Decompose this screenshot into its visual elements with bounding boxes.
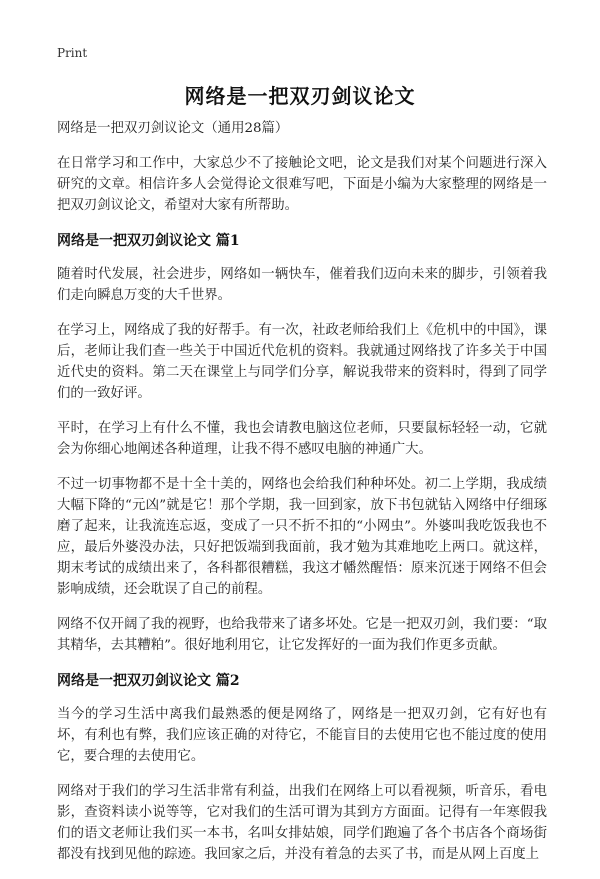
section-heading: 网络是一把双刃剑议论文 篇1	[57, 233, 240, 249]
paragraph: 不过一切事物都不是十全十美的，网络也会给我们种种坏处。初二上学期，我成绩大幅下降的“元凶”就是它！那个学期，我一回到家，放下书包就钻入网络中仔细琢磨了起来，让我流连忘返，变成了一只不折不扣的“小网虫”。外婆叫我吃饭我也不应，最后外婆没办法，只好把饭端到我面前，我才勉为其难地吃上两口。就这样，期末考试的成绩出来了，各科都很糟糕，我这才幡然醒悟：原来沉迷于网络不但会影响成绩，还会耽误了自己的前程。	[57, 477, 547, 597]
document-subtitle: 网络是一把双刃剑议论文（通用28篇）	[57, 121, 289, 136]
paragraph: 网络对于我们的学习生活非常有利益，出我们在网络上可以看视频，听音乐，看电影，查资料读小说等等，它对我们的生活可谓为其到方方面面。记得有一年寒假我们的语文老师让我们买一本书，名叫女排姑娘，同学们跑遍了各个书店各个商场街都没有找到见他的踪迹。我回家之后，并没有着急的去买了书，而是从网上百度上	[57, 784, 547, 862]
paragraph: 网络不仅开阔了我的视野，也给我带来了诸多坏处。它是一把双刃剑，我们要：“取其精华，去其糟粕”。很好地利用它，让它发挥好的一面为我们作更多贡献。	[57, 617, 547, 653]
intro-paragraph: 在日常学习和工作中，大家总少不了接触论文吧，论文是我们对某个问题进行深入研究的文章。相信许多人会觉得论文很难写吧，下面是小编为大家整理的网络是一把双刃剑议论文，希望对大家有所帮助。	[57, 156, 547, 213]
paragraph: 在学习上，网络成了我的好帮手。有一次，社政老师给我们上《危机中的中国》，课后，老师让我们查一些关于中国近代危机的资料。我就通过网络找了许多关于中国近代史的资料。第二天在课堂上与同学们分享，解说我带来的资料时，得到了同学们的一致好评。	[57, 323, 547, 401]
section-heading: 网络是一把双刃剑议论文 篇2	[57, 673, 240, 689]
document-title: 网络是一把双刃剑议论文	[184, 84, 416, 108]
paragraph: 平时，在学习上有什么不懂，我也会请教电脑这位老师，只要鼠标轻轻一动，它就会为你细心地阐述各种道理，让我不得不感叹电脑的神通广大。	[57, 421, 547, 457]
document-body	[57, 118, 547, 879]
print-link[interactable]: Print	[57, 46, 88, 60]
paragraph: 当今的学习生活中离我们最熟悉的便是网络了，网络是一把双刃剑，它有好也有坏，有利也有弊，我们应该正确的对待它，不能盲目的去使用它也不能过度的使用它，要合理的去使用它。	[57, 707, 547, 764]
paragraph: 随着时代发展，社会进步，网络如一辆快车，催着我们迈向未来的脚步，引领着我们走向瞬息万变的大千世界。	[57, 267, 547, 303]
